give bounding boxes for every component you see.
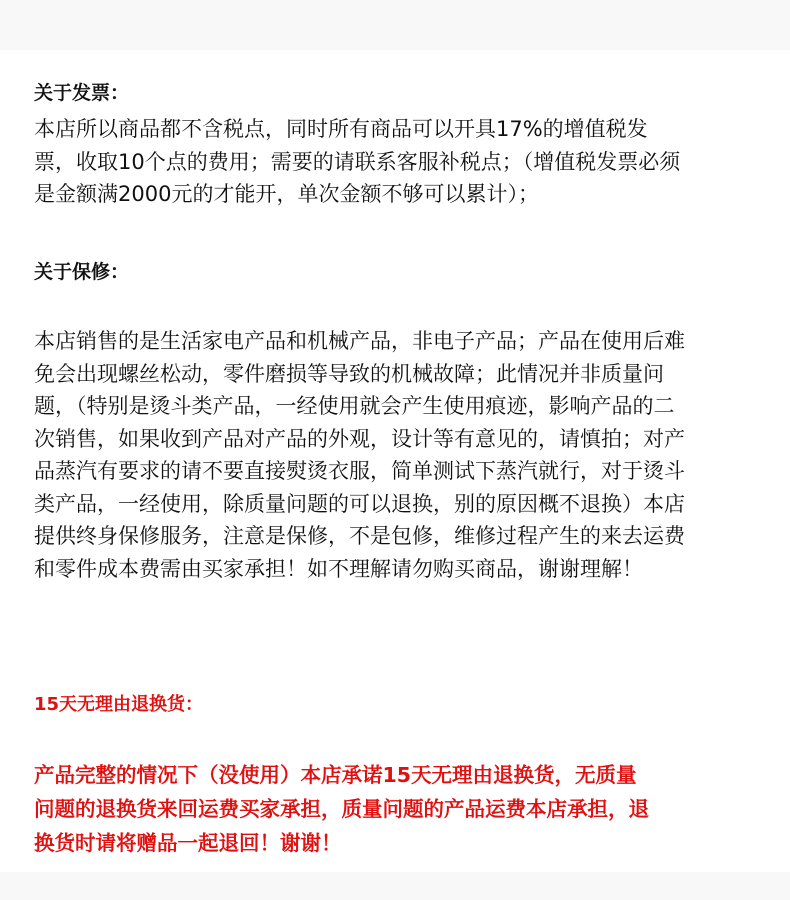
invoice-line: 票，收取10个点的费用；需要的请联系客服补税点；（增值税发票必须 [34, 149, 681, 174]
warranty-paragraph [34, 325, 782, 585]
warranty-line: 类产品，一经使用，除质量问题的可以退换，别的原因概不退换）本店 [34, 491, 685, 516]
warranty-line: 提供终身保修服务，注意是保修，不是包修，维修过程产生的来去运费 [34, 524, 685, 548]
returns-paragraph [34, 758, 782, 860]
returns-line: 产品完整的情况下（没使用）本店承诺15天无理由退换货，无质量 [34, 763, 637, 787]
bottom-band [0, 872, 790, 900]
returns-line: 问题的退换货来回运费买家承担，质量问题的产品运费本店承担，退 [34, 797, 649, 821]
warranty-line: 题，（特别是烫斗类产品，一经使用就会产生使用痕迹，影响产品的二 [34, 394, 675, 418]
invoice-paragraph [34, 113, 782, 211]
warranty-line: 本店销售的是生活家电产品和机械产品，非电子产品；产品在使用后难 [34, 329, 685, 353]
invoice-heading: 关于发票： [34, 82, 130, 104]
returns-heading: 15天无理由退换货： [34, 694, 204, 715]
warranty-line: 次销售，如果收到产品对产品的外观，设计等有意见的，请慎拍；对产 [34, 426, 685, 451]
warranty-line: 和零件成本费需由买家承担！如不理解请勿购买商品，谢谢理解！ [34, 556, 643, 581]
invoice-line: 是金额满2000元的才能开，单次金额不够可以累计）； [34, 182, 539, 206]
warranty-heading: 关于保修： [34, 261, 130, 283]
invoice-line: 本店所以商品都不含税点，同时所有商品可以开具17%的增值税发 [34, 117, 648, 141]
warranty-line: 免会出现螺丝松动，零件磨损等导致的机械故障；此情况并非质量问 [34, 361, 664, 386]
returns-line: 换货时请将赠品一起退回！谢谢！ [34, 831, 342, 855]
warranty-line: 品蒸汽有要求的请不要直接熨烫衣服，简单测试下蒸汽就行，对于烫斗 [34, 459, 685, 483]
top-band [0, 0, 790, 50]
